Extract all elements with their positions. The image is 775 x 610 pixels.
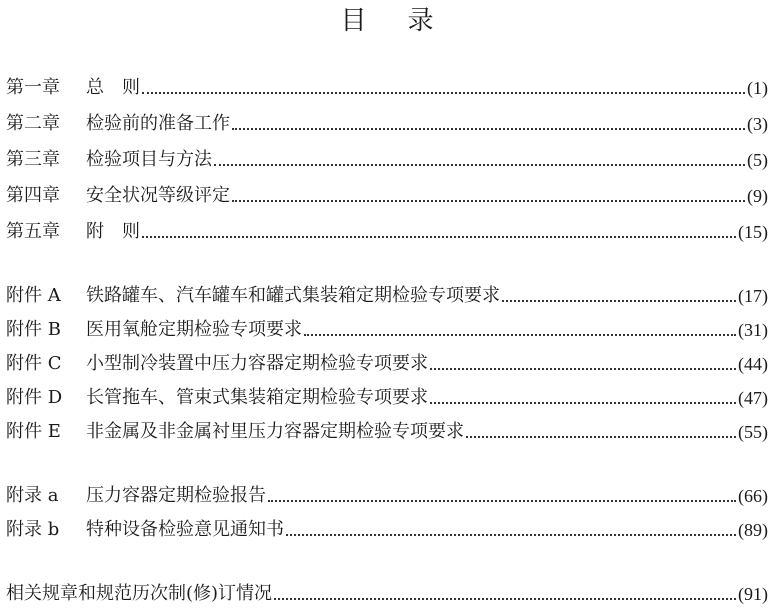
toc-entry-chapter-2[interactable] bbox=[6, 108, 768, 136]
toc-entry-title: 特种设备检验意见通知书 bbox=[86, 519, 284, 540]
toc-entry-title: 附 则 bbox=[86, 221, 140, 242]
toc-dot-leader bbox=[466, 436, 736, 438]
toc-entry-annex-c[interactable] bbox=[6, 348, 768, 376]
toc-entry-label: 第五章 bbox=[6, 221, 60, 242]
toc-entry-chapter-5[interactable] bbox=[6, 216, 768, 244]
toc-dot-leader bbox=[304, 334, 736, 336]
page-title-part2: 录 bbox=[407, 6, 435, 36]
toc-entry-history[interactable] bbox=[6, 578, 768, 606]
toc-dot-leader bbox=[274, 598, 736, 600]
toc-entry-page: (1) bbox=[747, 78, 768, 98]
toc-entry-title: 压力容器定期检验报告 bbox=[86, 485, 266, 506]
toc-entry-page: (3) bbox=[747, 114, 768, 134]
toc-entry-title: 安全状况等级评定 bbox=[86, 185, 230, 206]
toc-entry-appendix-a[interactable] bbox=[6, 480, 768, 508]
toc-entry-title: 长管拖车、管束式集装箱定期检验专项要求 bbox=[86, 387, 428, 408]
page-title bbox=[0, 4, 775, 38]
toc-dot-leader bbox=[142, 92, 745, 94]
toc-dot-leader bbox=[232, 200, 745, 202]
toc-entry-page: (91) bbox=[738, 584, 768, 604]
toc-entry-title: 铁路罐车、汽车罐车和罐式集装箱定期检验专项要求 bbox=[86, 285, 500, 306]
toc-entry-chapter-3[interactable] bbox=[6, 144, 768, 172]
toc-dot-leader bbox=[142, 236, 736, 238]
toc-dot-leader bbox=[430, 402, 736, 404]
toc-entry-appendix-b[interactable] bbox=[6, 514, 768, 542]
toc-entry-chapter-4[interactable] bbox=[6, 180, 768, 208]
toc-entry-annex-d[interactable] bbox=[6, 382, 768, 410]
toc-entry-title: 医用氧舱定期检验专项要求 bbox=[86, 319, 302, 340]
toc-entry-annex-b[interactable] bbox=[6, 314, 768, 342]
toc-entry-page: (89) bbox=[738, 520, 768, 540]
toc-entry-page: (31) bbox=[738, 320, 768, 340]
toc-entry-title: 检验项目与方法 bbox=[86, 149, 212, 170]
toc-dot-leader bbox=[430, 368, 736, 370]
toc-dot-leader bbox=[232, 128, 745, 130]
toc-entry-page: (5) bbox=[747, 150, 768, 170]
toc-entry-page: (15) bbox=[738, 222, 768, 242]
toc-dot-leader bbox=[214, 164, 745, 166]
toc-entry-label: 第四章 bbox=[6, 185, 60, 206]
toc-entry-page: (47) bbox=[738, 388, 768, 408]
toc-entry-page: (9) bbox=[747, 186, 768, 206]
toc-entry-label: 附件 A bbox=[6, 285, 61, 306]
toc-entry-title: 总 则 bbox=[86, 77, 140, 98]
toc-entry-label: 附件 E bbox=[6, 421, 61, 442]
toc-entry-label: 附录 b bbox=[6, 519, 60, 540]
toc-dot-leader bbox=[286, 534, 736, 536]
toc-entry-annex-a[interactable] bbox=[6, 280, 768, 308]
toc-entry-title: 相关规章和规范历次制(修)订情况 bbox=[6, 583, 273, 604]
toc-entry-title: 检验前的准备工作 bbox=[86, 113, 230, 134]
toc-entry-title: 非金属及非金属衬里压力容器定期检验专项要求 bbox=[86, 421, 464, 442]
toc-entry-chapter-1[interactable] bbox=[6, 72, 768, 100]
page-title-part1: 目 bbox=[340, 6, 368, 36]
toc-entry-page: (44) bbox=[738, 354, 768, 374]
toc-entry-label: 附件 B bbox=[6, 319, 61, 340]
toc-entry-page: (17) bbox=[738, 286, 768, 306]
toc-entry-label: 附件 D bbox=[6, 387, 63, 408]
toc-entry-label: 第三章 bbox=[6, 149, 60, 170]
toc-entry-label: 第一章 bbox=[6, 77, 60, 98]
toc-entry-page: (66) bbox=[738, 486, 768, 506]
toc-entry-label: 第二章 bbox=[6, 113, 60, 134]
toc-entry-label: 附录 a bbox=[6, 485, 59, 506]
toc-dot-leader bbox=[268, 500, 736, 502]
toc-dot-leader bbox=[502, 300, 736, 302]
toc-entry-title: 小型制冷装置中压力容器定期检验专项要求 bbox=[86, 353, 428, 374]
toc-entry-annex-e[interactable] bbox=[6, 416, 768, 444]
toc-entry-page: (55) bbox=[738, 422, 768, 442]
toc-entry-label: 附件 C bbox=[6, 353, 62, 374]
